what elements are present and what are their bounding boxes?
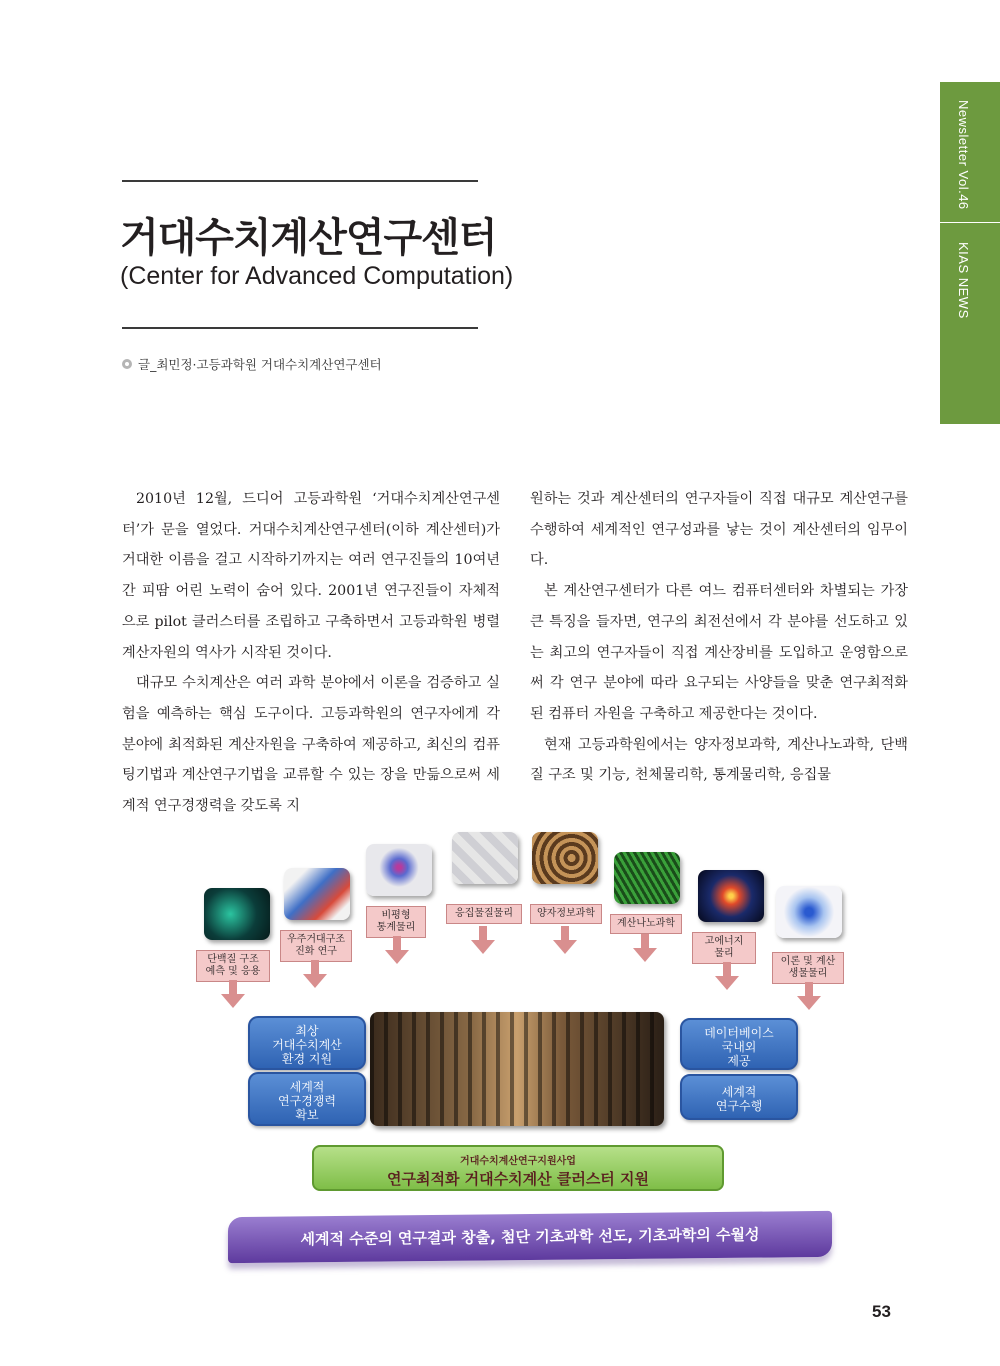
protein-image [204, 888, 270, 940]
arrow-icon [802, 982, 816, 1012]
newsletter-volume: Newsletter Vol.46 [956, 100, 971, 210]
paragraph: 현재 고등과학원에서는 양자정보과학, 계산나노과학, 단백질 구조 및 기능, 천체물리학, 통계물리학, 응집물 [530, 736, 908, 784]
title-bottom-rule [122, 327, 478, 329]
field-tag-protein: 단백질 구조 예측 및 응용 [196, 950, 270, 982]
competitiveness-box: 세계적 연구경쟁력 확보 [248, 1072, 366, 1126]
program-name: 연구최적화 거대수치계산 클러스터 지원 [387, 1170, 649, 1188]
research-box: 세계적 연구수행 [680, 1074, 798, 1120]
nanoscience-image [614, 852, 680, 904]
byline [122, 355, 382, 373]
program-title: 거대수치계산연구지원사업 [460, 1156, 576, 1167]
page-title: 거대수치계산연구센터 [120, 215, 497, 261]
byline-text: 글_최민정·고등과학원 거대수치계산연구센터 [138, 357, 382, 372]
paragraph: 본 계산연구센터가 다른 여느 컴퓨터센터와 차별되는 가장 큰 특징을 들자면, 연구의 최전선에서 각 분야를 선도하고 있는 최고의 연구자들이 직접 계산장비를 도입하고 운영함으로써 각 연구 분야에 따라 요구되는 사양들을 맞춘 연구최적화된 컴퓨터 자원을 구축하고 제공한다는 것이다. [530, 583, 908, 722]
field-tag-condensed-matter: 응집물질물리 [446, 904, 522, 924]
field-tag-nanoscience: 계산나노과학 [610, 914, 682, 934]
page-subtitle: (Center for Advanced Computation) [120, 262, 514, 290]
page-number: 53 [872, 1302, 891, 1321]
field-tag-quantum-information: 양자정보과학 [530, 904, 602, 924]
research-diagram [190, 830, 840, 1300]
arrow-icon [558, 926, 572, 956]
statistical-physics-image [366, 844, 432, 896]
paragraph: 2010년 12월, 드디어 고등과학원 ‘거대수치계산연구센터’가 문을 열었다. 거대수치계산연구센터(이하 계산센터)가 거대한 이름을 걸고 시작하기까지는 여러 연구진들의 10여년 간 피땀 어린 노력이 숨어 있다. 2001년 연구진들이 자체적으로 pilot 클러스터를 조립하고 구축하면서 고등과학원 병렬계산자원의 역사가 시작된 것이다. [122, 491, 500, 661]
arrow-icon [226, 980, 240, 1010]
arrow-icon [476, 926, 490, 956]
body-column-right [530, 484, 908, 791]
arrow-icon [390, 936, 404, 966]
side-tab [940, 82, 1000, 424]
program-bar [312, 1145, 724, 1191]
database-box: 데이터베이스 국내외 제공 [680, 1018, 798, 1070]
arrow-icon [308, 960, 322, 990]
bullet-icon [122, 359, 132, 369]
biophysics-image [776, 886, 842, 938]
side-tab-divider [940, 222, 1000, 223]
field-tag-biophysics: 이론 및 계산 생물물리 [772, 952, 844, 984]
arrow-icon [638, 934, 652, 964]
field-tag-high-energy: 고에너지 물리 [692, 932, 756, 964]
paragraph: 대규모 수치계산은 여러 과학 분야에서 이론을 검증하고 실험을 예측하는 핵심 도구이다. 고등과학원의 연구자에게 각 분야에 최적화된 계산자원을 구축하여 제공하고, 최신의 컴퓨팅기법과 계산연구기법을 교류할 수 있는 장을 만듦으로써 세계적 연구경쟁력을 갖도록 지 [122, 675, 500, 815]
field-tag-statistical-physics: 비평형 통계물리 [366, 906, 426, 938]
arrow-icon [720, 962, 734, 992]
condensed-matter-image [452, 832, 518, 884]
body-column-left [122, 484, 500, 822]
server-room-image [370, 1012, 664, 1126]
high-energy-image [698, 870, 764, 922]
goal-banner: 세계적 수준의 연구결과 창출, 첨단 기초과학 선도, 기초과학의 수월성 [228, 1211, 832, 1263]
field-tag-cosmology: 우주거대구조 진화 연구 [280, 930, 352, 962]
title-top-rule [122, 180, 478, 182]
quantum-information-image [532, 832, 598, 884]
section-name: KIAS NEWS [956, 242, 971, 319]
support-box: 최상 거대수치계산 환경 지원 [248, 1016, 366, 1070]
paragraph: 원하는 것과 계산센터의 연구자들이 직접 대규모 계산연구를 수행하여 세계적인 연구성과를 낳는 것이 계산센터의 임무이다. [530, 491, 908, 569]
cosmology-image [284, 868, 350, 920]
